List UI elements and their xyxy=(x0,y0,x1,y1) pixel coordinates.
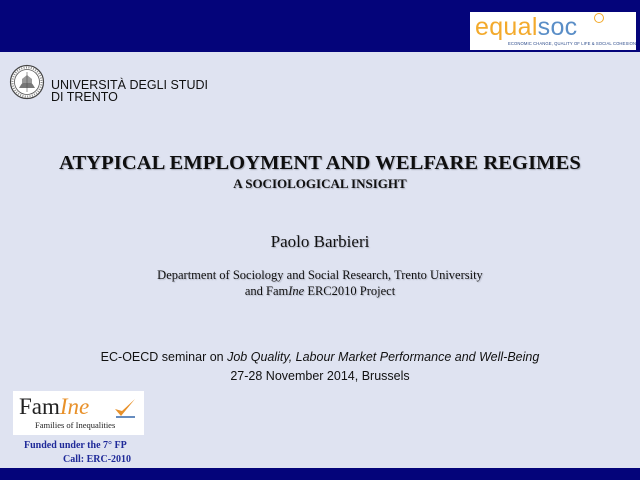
equalsoc-wordmark: equalsoc xyxy=(475,13,578,41)
funding-line2: Call: ERC-2010 xyxy=(63,454,132,465)
famine-wordmark: FamIne xyxy=(19,394,90,419)
slide-subtitle: A SOCIOLOGICAL INSIGHT xyxy=(233,176,407,191)
event-dates: 27-28 November 2014, Brussels xyxy=(230,369,410,383)
university-name xyxy=(51,79,208,103)
bottom-banner xyxy=(0,468,640,480)
funding-line1: Funded under the 7° FP xyxy=(24,440,127,451)
equalsoc-tagline: ECONOMIC CHANGE, QUALITY OF LIFE & SOCIAL COHESION xyxy=(508,41,637,46)
checkmark-swoosh-icon xyxy=(114,398,136,423)
equalsoc-degree-icon xyxy=(594,13,604,23)
author-name: Paolo Barbieri xyxy=(270,232,370,251)
seminar-line: EC-OECD seminar on Job Quality, Labour Market Performance and Well-Being xyxy=(100,350,540,364)
famine-subtitle: Families of Inequalities xyxy=(35,420,116,430)
famine-logo xyxy=(13,391,144,435)
equalsoc-logo xyxy=(470,12,636,50)
slide-title: ATYPICAL EMPLOYMENT AND WELFARE REGIMES xyxy=(59,152,581,174)
seminar-title: Job Quality, Labour Market Performance and Well-Being xyxy=(227,350,540,364)
university-name-line2: DI TRENTO xyxy=(51,90,118,104)
university-name-line1: UNIVERSITÀ DEGLI STUDI xyxy=(51,78,208,92)
university-seal-icon xyxy=(9,64,45,105)
affiliation-project: and FamIne ERC2010 Project xyxy=(244,284,396,298)
affiliation-department: Department of Sociology and Social Research, Trento University xyxy=(157,268,483,282)
